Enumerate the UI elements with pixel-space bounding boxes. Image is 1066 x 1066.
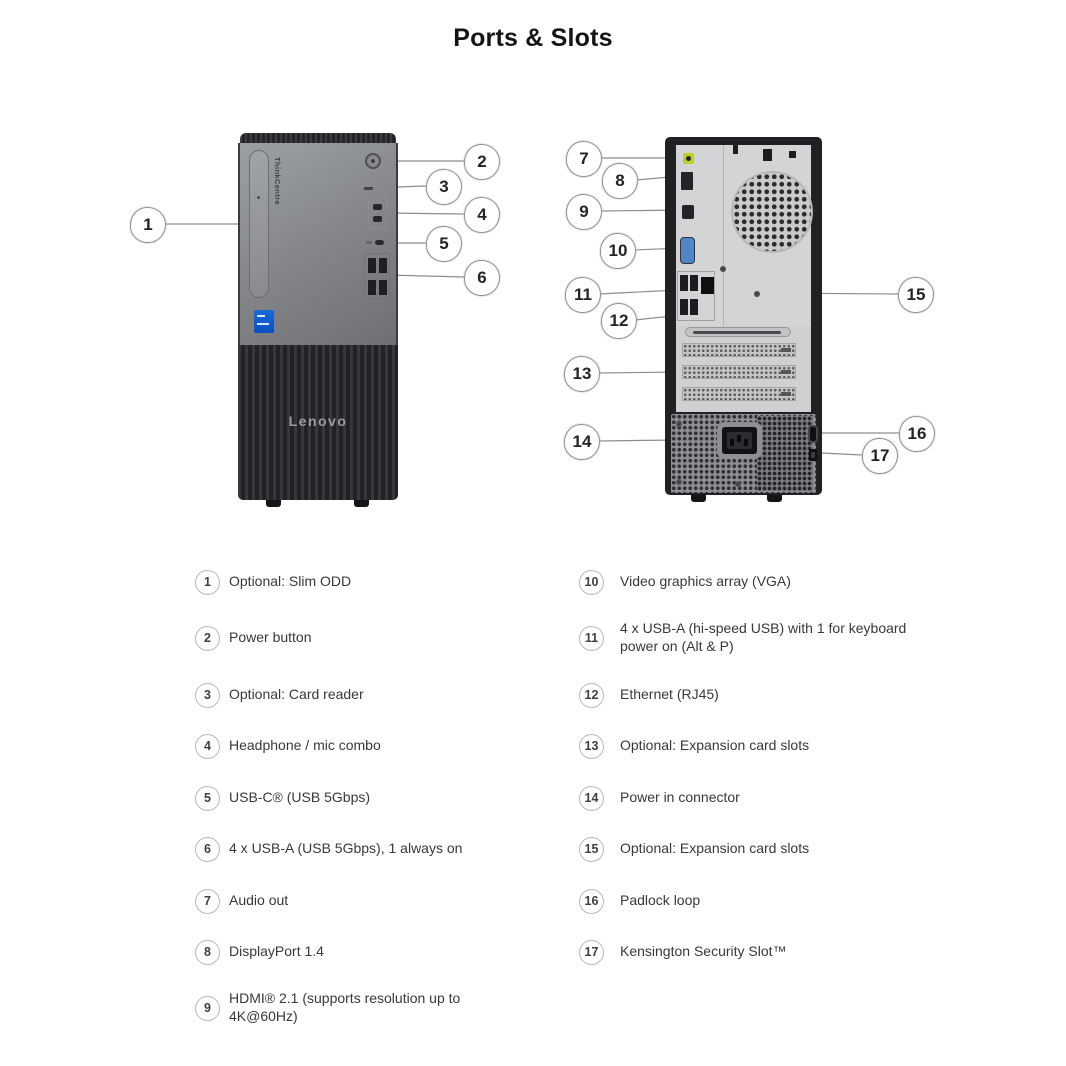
- legend-num-16: 16: [579, 889, 604, 914]
- slot-blanking-plate: [685, 327, 791, 337]
- callout-13: 13: [564, 356, 600, 392]
- callout-2: 2: [464, 144, 500, 180]
- expansion-slot-area: [676, 326, 811, 412]
- legend-num-1: 1: [195, 570, 220, 595]
- intel-core-badge: [254, 310, 274, 333]
- legend-num-9: 9: [195, 996, 220, 1021]
- legend-item-14: [579, 778, 932, 818]
- hdmi-port: [682, 205, 694, 219]
- psu-screw: [676, 421, 682, 427]
- legend-num-5: 5: [195, 786, 220, 811]
- cooling-fan-grille: [731, 171, 813, 253]
- callout-16: 16: [899, 416, 935, 452]
- legend-item-8: [195, 932, 491, 972]
- chassis-cutout: [789, 151, 796, 158]
- front-upper-panel: [238, 143, 398, 345]
- legend-item-7: [195, 881, 491, 921]
- legend-label-7: Audio out: [229, 892, 289, 909]
- chassis-cutout: [733, 145, 738, 154]
- legend-item-1: [195, 562, 491, 602]
- legend-label-5: USB-C® (USB 5Gbps): [229, 789, 371, 806]
- front-usb-a-ports: [364, 253, 390, 299]
- legend-label-10: Video graphics array (VGA): [620, 573, 791, 590]
- rear-io-panel: [676, 145, 811, 326]
- power-button-icon: [365, 153, 381, 169]
- power-in-connector: [722, 427, 757, 454]
- expansion-slot-cover: [682, 387, 796, 401]
- front-lower-grille: [238, 345, 398, 500]
- audio-out-jack: [683, 153, 694, 164]
- legend-item-11: [579, 618, 932, 658]
- legend-num-4: 4: [195, 734, 220, 759]
- legend-label-9: HDMI® 2.1 (supports resolution up to 4K@60Hz): [229, 990, 461, 1024]
- legend-label-3: Optional: Card reader: [229, 686, 364, 703]
- callout-4: 4: [464, 197, 500, 233]
- legend-num-12: 12: [579, 683, 604, 708]
- rear-usb-block: [677, 271, 715, 321]
- legend-item-10: [579, 562, 932, 602]
- legend-label-8: DisplayPort 1.4: [229, 943, 324, 960]
- legend-num-10: 10: [579, 570, 604, 595]
- headphone-mic-panel: [368, 196, 387, 229]
- callout-17: 17: [862, 438, 898, 474]
- legend-item-4: [195, 726, 491, 766]
- psu-screw: [735, 481, 741, 487]
- legend-label-13: Optional: Expansion card slots: [620, 737, 810, 754]
- tower-foot: [354, 500, 369, 507]
- callout-5: 5: [426, 226, 462, 262]
- callout-10: 10: [600, 233, 636, 269]
- kensington-slot: [809, 449, 817, 461]
- legend-item-2: [195, 618, 491, 658]
- legend-item-12: [579, 675, 932, 715]
- back-tower-illustration: [665, 137, 822, 502]
- callout-15: 15: [898, 277, 934, 313]
- callout-3: 3: [426, 169, 462, 205]
- displayport-port: [681, 172, 693, 190]
- io-panel-divider: [723, 145, 724, 326]
- padlock-loop: [808, 425, 818, 443]
- thinkcentre-label: ThinkCentre: [273, 157, 282, 206]
- legend-label-4: Headphone / mic combo: [229, 737, 381, 754]
- legend-item-15: [579, 829, 932, 869]
- expansion-slot-cover: [682, 365, 796, 379]
- legend-num-15: 15: [579, 837, 604, 862]
- page-title: Ports & Slots: [453, 24, 613, 52]
- legend-item-9: [195, 988, 491, 1028]
- callout-11: 11: [565, 277, 601, 313]
- callout-6: 6: [464, 260, 500, 296]
- ethernet-port: [701, 277, 714, 294]
- usb-c-marking: [366, 241, 372, 244]
- usb-c-port: [375, 240, 384, 245]
- legend-label-17: Kensington Security Slot™: [620, 943, 787, 960]
- legend-item-17: [579, 932, 932, 972]
- legend-item-13: [579, 726, 932, 766]
- lenovo-logo: Lenovo: [288, 413, 348, 429]
- legend-label-11: 4 x USB-A (hi-speed USB) with 1 for keyboard power on (Alt & P): [620, 620, 907, 654]
- odd-slot: [249, 150, 269, 298]
- legend-num-13: 13: [579, 734, 604, 759]
- callout-9: 9: [566, 194, 602, 230]
- legend-item-3: [195, 675, 491, 715]
- front-tower-illustration: [238, 133, 398, 507]
- legend-item-6: [195, 829, 491, 869]
- legend-label-16: Padlock loop: [620, 892, 701, 909]
- legend-item-16: [579, 881, 932, 921]
- legend-label-12: Ethernet (RJ45): [620, 686, 719, 703]
- tower-foot: [767, 495, 782, 502]
- panel-screw: [754, 291, 760, 297]
- power-supply-panel: [671, 414, 816, 493]
- legend-label-2: Power button: [229, 629, 312, 646]
- callout-12: 12: [601, 303, 637, 339]
- legend-label-15: Optional: Expansion card slots: [620, 840, 810, 857]
- legend-label-1: Optional: Slim ODD: [229, 573, 352, 590]
- card-reader-slot: [364, 187, 373, 190]
- legend-item-5: [195, 778, 491, 818]
- callout-1: 1: [130, 207, 166, 243]
- legend-num-11: 11: [579, 626, 604, 651]
- chassis-cutout: [763, 149, 772, 161]
- callout-8: 8: [602, 163, 638, 199]
- vga-port: [680, 237, 695, 264]
- tower-foot: [266, 500, 281, 507]
- panel-screw: [720, 266, 726, 272]
- expansion-slot-cover: [682, 343, 796, 357]
- psu-vent-grille: [757, 416, 813, 491]
- legend-num-8: 8: [195, 940, 220, 965]
- legend-label-14: Power in connector: [620, 789, 740, 806]
- legend-num-14: 14: [579, 786, 604, 811]
- callout-7: 7: [566, 141, 602, 177]
- legend-num-6: 6: [195, 837, 220, 862]
- legend-num-2: 2: [195, 626, 220, 651]
- legend-num-17: 17: [579, 940, 604, 965]
- legend-label-6: 4 x USB-A (USB 5Gbps), 1 always on: [229, 840, 463, 857]
- psu-screw: [676, 479, 682, 485]
- front-top-vent: [240, 133, 396, 143]
- legend-num-7: 7: [195, 889, 220, 914]
- tower-foot: [691, 495, 706, 502]
- legend-num-3: 3: [195, 683, 220, 708]
- callout-14: 14: [564, 424, 600, 460]
